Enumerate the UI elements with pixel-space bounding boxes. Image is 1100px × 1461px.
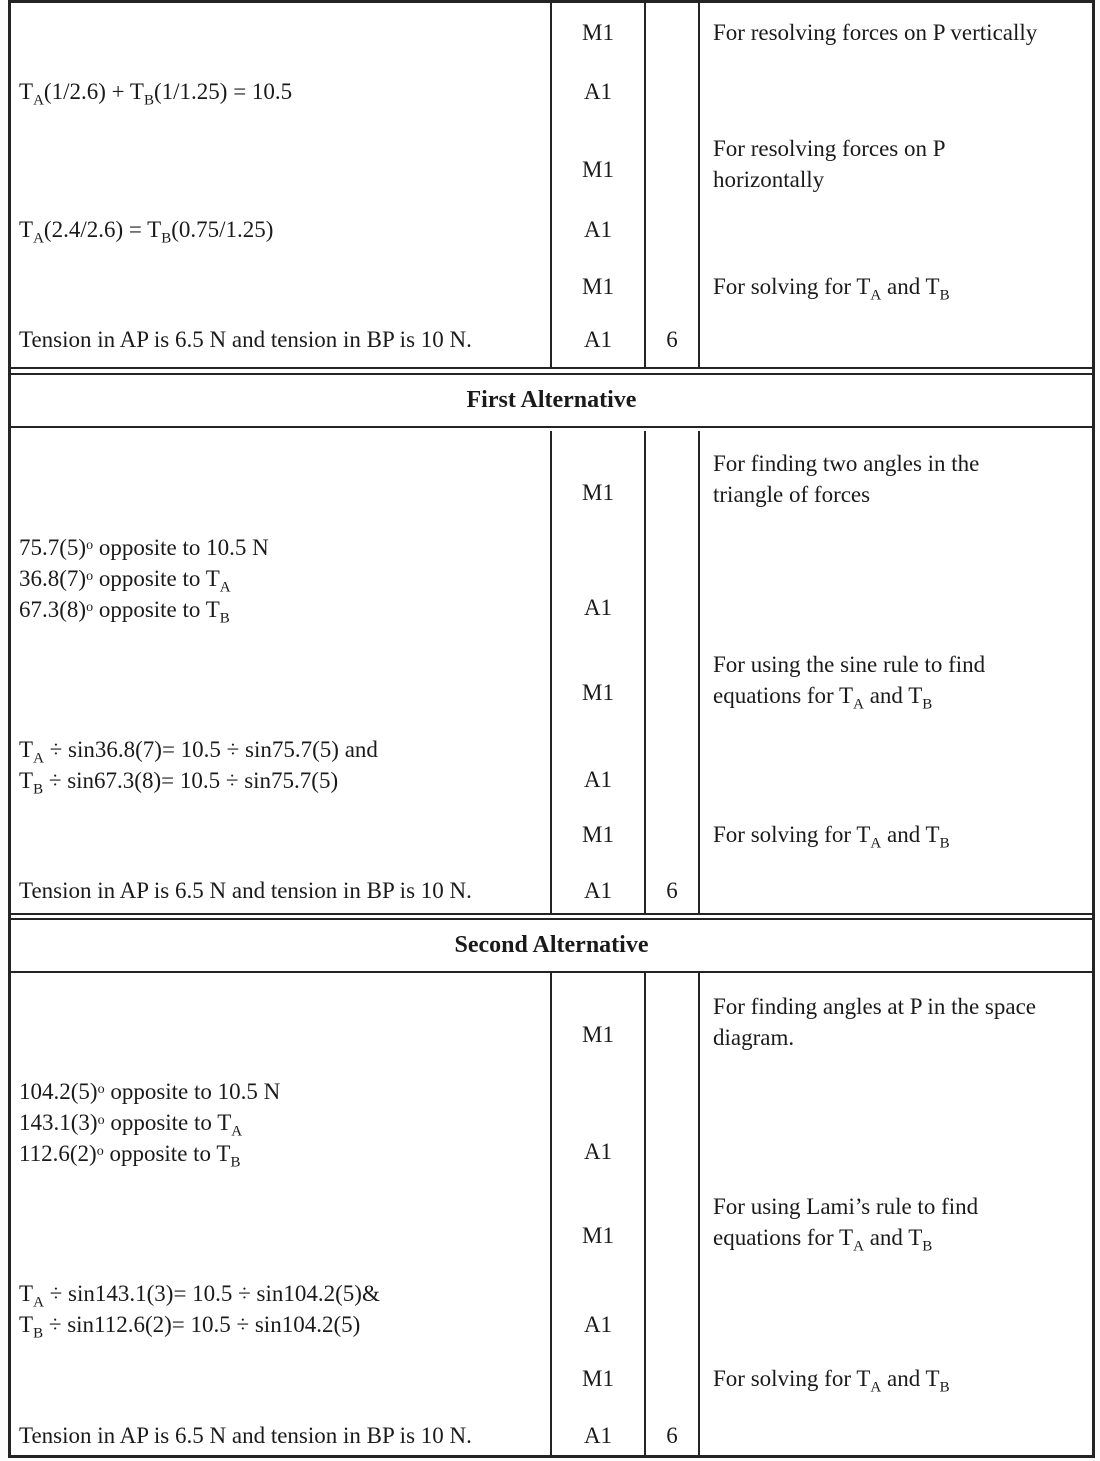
section-primary-method	[11, 3, 1092, 369]
mark-cell: A1	[583, 878, 613, 903]
working-cell: $104.2(5)^o$ opposite to 10.5 N $143.1(3)^o$ opposite to $T_A$ $112.6(2)^o$ opposite to $T_B$	[19, 1079, 281, 1171]
column-divider	[644, 973, 646, 1458]
total-cell: 6	[666, 327, 678, 352]
total-cell: 6	[666, 1423, 678, 1448]
comment-cell: For resolving forces on P horizontally	[713, 136, 946, 192]
mark-cell: M1	[582, 274, 614, 299]
mark-cell: A1	[583, 595, 613, 620]
column-divider	[698, 431, 700, 913]
working-cell: $T_A(1/2.6) + T_B(1/1.25) = 10.5$	[19, 79, 293, 109]
mark-cell: M1	[582, 822, 614, 847]
working-cell: $75.7(5)^o$ opposite to 10.5 N $36.8(7)^o$ opposite to $T_A$ $67.3(8)^o$ opposite to $T_B$	[19, 535, 269, 627]
mark-cell: A1	[583, 1423, 613, 1448]
comment-cell: For solving for $T_A$ and $T_B$	[713, 1366, 950, 1396]
working-cell: $T_A(2.4/2.6) = T_B(0.75/1.25)$	[19, 217, 274, 247]
mark-cell: M1	[582, 20, 614, 45]
mark-cell: M1	[582, 157, 614, 182]
working-cell: Tension in AP is 6.5 N and tension in BP is 10 N.	[19, 327, 472, 352]
mark-cell: A1	[583, 327, 613, 352]
working-cell: $T_A \div \sin 143.1(3)= 10.5$ ÷ sin104.2(5)& $T_B \div \sin 112.6(2)= 10.5 \div \sin 104.2(5)$	[19, 1281, 380, 1342]
working-cell: $T_A \div \sin 36.8(7)= 10.5 \div \sin 75.7(5)$ and $T_B \div \sin 67.3(8)= 10.5 \div \sin 75.7(5)$	[19, 737, 378, 798]
section-first-alternative	[11, 431, 1092, 915]
column-divider	[698, 973, 700, 1458]
comment-cell: For solving for $T_A$ and $T_B$	[713, 822, 950, 852]
mark-cell: A1	[583, 217, 613, 242]
comment-cell: For resolving forces on P vertically	[713, 20, 1038, 45]
column-divider	[550, 3, 552, 367]
comment-cell: For solving for $T_A$ and $T_B$	[713, 274, 950, 304]
mark-cell: M1	[582, 1223, 614, 1248]
total-cell: 6	[666, 878, 678, 903]
mark-cell: A1	[583, 1139, 613, 1164]
column-divider	[644, 3, 646, 367]
mark-cell: M1	[582, 480, 614, 505]
column-divider	[698, 3, 700, 367]
mark-cell: M1	[582, 1366, 614, 1391]
working-cell: Tension in AP is 6.5 N and tension in BP is 10 N.	[19, 1423, 472, 1448]
mark-cell: A1	[583, 79, 613, 104]
comment-cell: For using the sine rule to find equations for $T_A$ and $T_B$	[713, 652, 986, 713]
section-title: Second Alternative	[454, 932, 649, 958]
second-alternative-header	[11, 918, 1092, 973]
section-title: First Alternative	[466, 387, 637, 413]
mark-cell: A1	[583, 1312, 613, 1337]
section-second-alternative	[11, 973, 1092, 1458]
mark-cell: A1	[583, 767, 613, 792]
mark-cell: M1	[582, 680, 614, 705]
comment-cell: For finding angles at P in the space diagram.	[713, 994, 1036, 1050]
mark-scheme-table	[8, 0, 1095, 1458]
comment-cell: For using Lami’s rule to find equations for $T_A$ and $T_B$	[713, 1194, 979, 1255]
column-divider	[644, 431, 646, 913]
first-alternative-header	[11, 373, 1092, 428]
comment-cell: For finding two angles in the triangle of forces	[713, 451, 980, 507]
working-cell: Tension in AP is 6.5 N and tension in BP is 10 N.	[19, 878, 472, 903]
mark-cell: M1	[582, 1022, 614, 1047]
